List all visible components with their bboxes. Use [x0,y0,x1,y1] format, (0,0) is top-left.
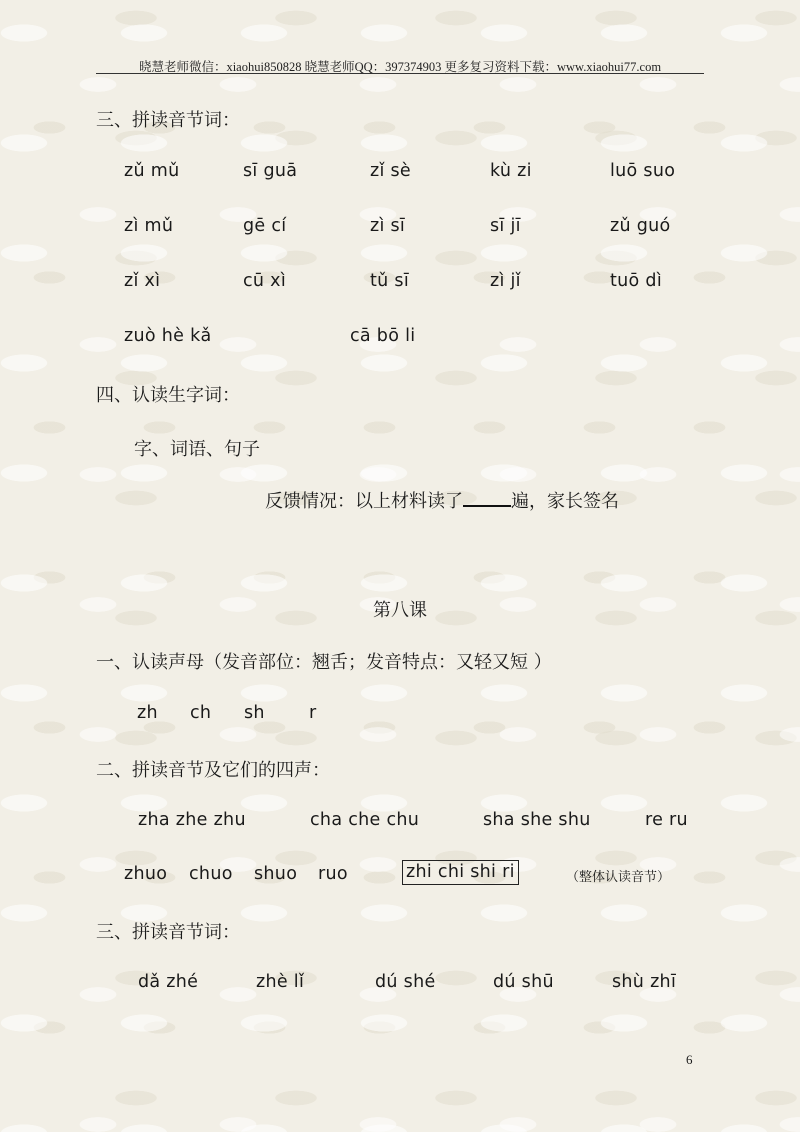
syllable-word: dú shé [375,972,436,992]
syllable-group: zha zhe zhu [138,810,246,830]
syllable-group: cha che chu [310,810,420,830]
syllable-word: zì sī [370,216,406,236]
syllable-word: zuò hè kǎ [124,326,212,346]
syllable-word: zǐ sè [370,161,411,181]
syllable-word: sī jī [490,216,521,236]
lesson-title: 第八课 [373,600,427,621]
syllable-word: tǔ sī [370,271,409,291]
page-number: 6 [686,1052,693,1067]
initial: ch [190,703,212,723]
syllable-group: re ru [645,810,688,830]
header-rule [96,73,704,74]
syllable: shuo [254,864,298,884]
section-4-title: 四、认读生字词： [96,385,240,406]
initial: sh [244,703,265,723]
syllable-word: cā bō li [350,326,416,346]
syllable-word: zì mǔ [124,216,174,236]
syllable-word: zǐ xì [124,271,161,291]
whole-syllables-note: （整体认读音节） [566,870,671,885]
syllable: ruo [318,864,348,884]
page-header: 晓慧老师微信：xiaohui850828 晓慧老师QQ：397374903 更多复习资料下载：www.xiaohui77.com [138,60,662,74]
section-3-title: 三、拼读音节词： [96,110,240,131]
feedback-line [265,487,619,513]
syllable-word: luō suo [610,161,676,181]
section-1-title: 一、认读声母（发音部位：翘舌；发音特点：又轻又短 ） [96,652,552,673]
syllable-group: sha she shu [483,810,591,830]
syllable-word: zì jǐ [490,271,521,291]
initial: r [309,703,317,723]
syllable-word: dǎ zhé [138,972,199,992]
word-list: 字、词语、句子 [134,439,260,460]
syllable: zhuo [124,864,168,884]
syllable-word: cū xì [243,271,286,291]
syllable-word: shù zhī [612,972,677,992]
syllable: chuo [189,864,233,884]
syllable-word: dú shū [493,972,554,992]
syllable-word: kù zi [490,161,532,181]
section-3-title: 三、拼读音节词： [96,922,240,943]
syllable-word: zhè lǐ [256,972,305,992]
parent-signature-label: 遍，家长签名 [511,491,619,512]
reading-count-blank[interactable] [463,487,511,507]
syllable-word: zǔ guó [610,216,671,236]
initial: zh [137,703,158,723]
syllable-word: sī guā [243,161,298,181]
whole-syllables-box: zhi chi shi ri [402,860,519,885]
syllable-word: zǔ mǔ [124,161,180,181]
syllable-word: gē cí [243,216,287,236]
feedback-label: 反馈情况：以上材料读了 [265,491,463,512]
syllable-word: tuō dì [610,271,662,291]
section-2-title: 二、拼读音节及它们的四声： [96,760,330,781]
